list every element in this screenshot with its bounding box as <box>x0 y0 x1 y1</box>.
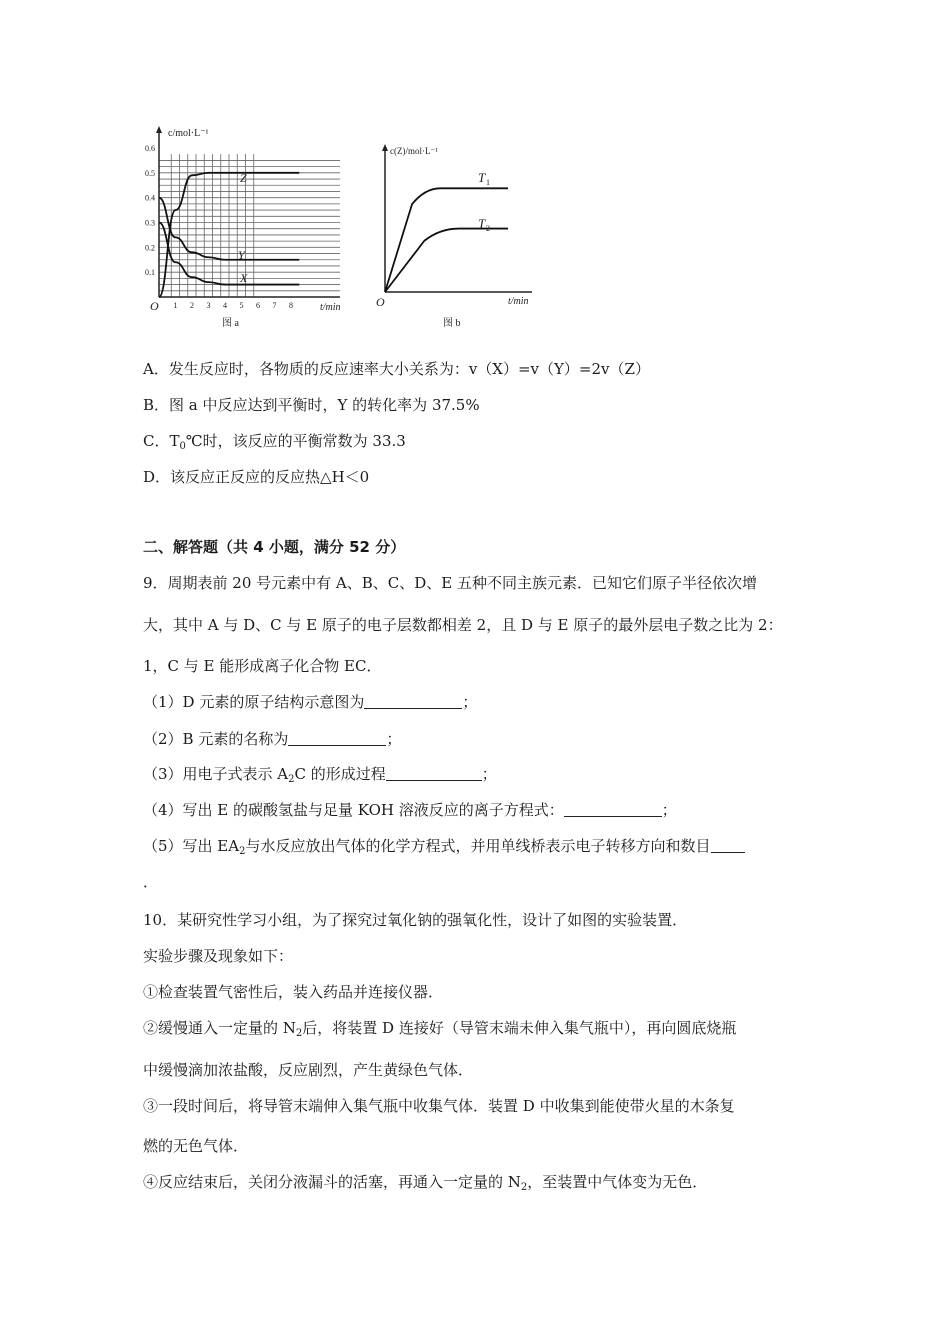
figure-a-label-y: Y <box>238 248 245 262</box>
q10-line-1: 10．某研究性学习小组，为了探究过氧化钠的强氧化性，设计了如图的实验装置． <box>143 911 688 929</box>
figure-a-y-tick-label: 0.5 <box>145 168 155 178</box>
q9-line-2: 大，其中 A 与 D、C 与 E 原子的电子层数都相差 2，且 D 与 E 原子的最外层电子数之比为 2： <box>143 616 783 634</box>
q9-sub-2-semi: ； <box>386 730 402 748</box>
figure-a-x-tick-label: 3 <box>206 301 211 310</box>
figure-a <box>145 126 341 329</box>
q9-sub-3-post: C 的形成过程 <box>294 765 386 783</box>
figure-a-x-tick-label: 1 <box>173 301 178 310</box>
q9-sub-4-semi: ； <box>661 801 677 819</box>
figure-a-x-tick-label: 4 <box>223 301 227 310</box>
figure-a-y-tick-label: 0.1 <box>145 268 155 278</box>
figure-b-y-label: c(Z)/mol·L⁻¹ <box>390 146 438 156</box>
figure-a-y-ticks <box>145 144 155 277</box>
q10-step-4-pre: ④反应结束后，关闭分液漏斗的活塞，再通入一定量的 N <box>143 1173 521 1191</box>
q9-sub-1-semi: ； <box>462 693 478 711</box>
figures-svg <box>140 120 540 335</box>
q10-step-2-pre: ②缓慢通入一定量的 N <box>143 1019 296 1037</box>
figure-b-curves <box>385 188 508 292</box>
q9-sub-1 <box>143 692 477 712</box>
q10-step-4 <box>143 1172 707 1192</box>
figure-a-y-tick-label: 0.2 <box>145 243 155 253</box>
q9-sub-4 <box>143 800 677 820</box>
figure-b <box>376 144 532 329</box>
figure-a-x-tick-label: 8 <box>289 301 293 310</box>
figure-b-label-t1: T <box>478 170 486 185</box>
option-c <box>143 431 406 451</box>
q9-line-1: 9．周期表前 20 号元素中有 A、B、C、D、E 五种不同主族元素．已知它们原子半径依次增 <box>143 574 758 592</box>
figure-a-y-arrow <box>156 126 162 133</box>
q10-step-2-cont: 中缓慢滴加浓盐酸，反应剧烈，产生黄绿色气体． <box>143 1061 474 1079</box>
figure-b-label-t2-sub: 2 <box>486 224 490 233</box>
q9-answer-blank-1[interactable] <box>364 694 462 709</box>
figure-a-y-tick-label: 0.3 <box>145 218 155 228</box>
option-a: A．发生反应时，各物质的反应速率大小关系为：v（X）=v（Y）=2v（Z） <box>143 360 650 378</box>
option-b: B．图 a 中反应达到平衡时，Y 的转化率为 37.5% <box>143 396 480 414</box>
figure-b-x-label: t/min <box>508 296 529 307</box>
q10-step-1: ①检查装置气密性后，装入药品并连接仪器． <box>143 983 444 1001</box>
figure-a-y-tick-label: 0.6 <box>145 144 155 153</box>
figure-b-series-t1 <box>385 188 508 292</box>
figure-a-y-tick-label: 0.4 <box>145 193 155 203</box>
q9-sub-5 <box>143 836 745 856</box>
figure-b-label-t1-sub: 1 <box>486 178 490 187</box>
option-c-pre: C．T <box>143 432 180 450</box>
figure-area <box>140 120 540 335</box>
q9-sub-5-sub: 2 <box>239 846 246 857</box>
q9-sub-5-post: 与水反应放出气体的化学方程式，并用单线桥表示电子转移方向和数目 <box>245 837 711 855</box>
section-title: 二、解答题（共 4 小题，满分 52 分） <box>143 538 406 556</box>
q9-sub-3 <box>143 764 497 784</box>
q9-answer-blank-5[interactable] <box>711 838 745 853</box>
figure-a-x-tick-label: 2 <box>190 301 194 310</box>
q9-sub-2-text: （2）B 元素的名称为 <box>143 730 289 748</box>
q10-step-3: ③一段时间后，将导管末端伸入集气瓶中收集气体．装置 D 中收集到能使带火星的木条复 <box>143 1097 735 1115</box>
q9-end-dot: ． <box>143 873 159 891</box>
q10-step-2 <box>143 1018 736 1038</box>
q9-sub-1-text: （1）D 元素的原子结构示意图为 <box>143 693 365 711</box>
q9-sub-3-pre: （3）用电子式表示 A <box>143 765 289 783</box>
figure-a-label-x: X <box>240 271 248 285</box>
figure-a-x-label: t/min <box>320 302 341 313</box>
figure-b-caption: 图 b <box>443 318 461 329</box>
q9-answer-blank-2[interactable] <box>288 731 386 746</box>
figure-a-origin: O <box>150 299 159 313</box>
option-d: D．该反应正反应的反应热△H＜0 <box>143 468 370 486</box>
q10-step-4-sub: 2 <box>520 1182 528 1193</box>
q10-step-2-sub: 2 <box>295 1028 303 1039</box>
figure-b-origin: O <box>376 295 385 309</box>
q10-line-2: 实验步骤及现象如下： <box>143 947 294 965</box>
q10-step-3-cont: 燃的无色气体． <box>143 1137 249 1155</box>
figure-b-label-t2: T <box>478 216 486 231</box>
q9-line-3: 1，C 与 E 能形成离子化合物 EC． <box>143 657 382 675</box>
figure-a-x-ticks <box>174 301 294 310</box>
q9-answer-blank-4[interactable] <box>564 802 662 817</box>
q9-sub-4-text: （4）写出 E 的碳酸氢盐与足量 KOH 溶液反应的离子方程式： <box>143 801 564 819</box>
figure-a-x-tick-label: 7 <box>272 301 277 310</box>
q9-sub-3-semi: ； <box>481 765 497 783</box>
q10-step-2-post: 后，将装置 D 连接好（导管末端未伸入集气瓶中），再向圆底烧瓶 <box>302 1019 737 1037</box>
figure-a-label-z: Z <box>240 171 247 185</box>
figure-a-caption: 图 a <box>222 318 239 329</box>
figure-b-y-arrow <box>382 144 388 151</box>
figure-a-y-label: c/mol·L⁻¹ <box>168 128 209 139</box>
q9-sub-3-sub: 2 <box>288 774 295 785</box>
option-c-post: ℃时，该反应的平衡常数为 33.3 <box>185 432 406 450</box>
q10-step-4-post: ，至装置中气体变为无色． <box>527 1173 708 1191</box>
q9-answer-blank-3[interactable] <box>386 766 482 781</box>
q9-sub-2 <box>143 729 401 749</box>
figure-a-x-tick-label: 6 <box>256 301 260 310</box>
option-c-sub: 0 <box>179 441 186 452</box>
figure-a-grid <box>159 154 340 297</box>
q9-sub-5-pre: （5）写出 EA <box>143 837 240 855</box>
figure-a-x-tick-label: 5 <box>239 301 244 310</box>
figure-b-series-t2 <box>385 229 508 292</box>
